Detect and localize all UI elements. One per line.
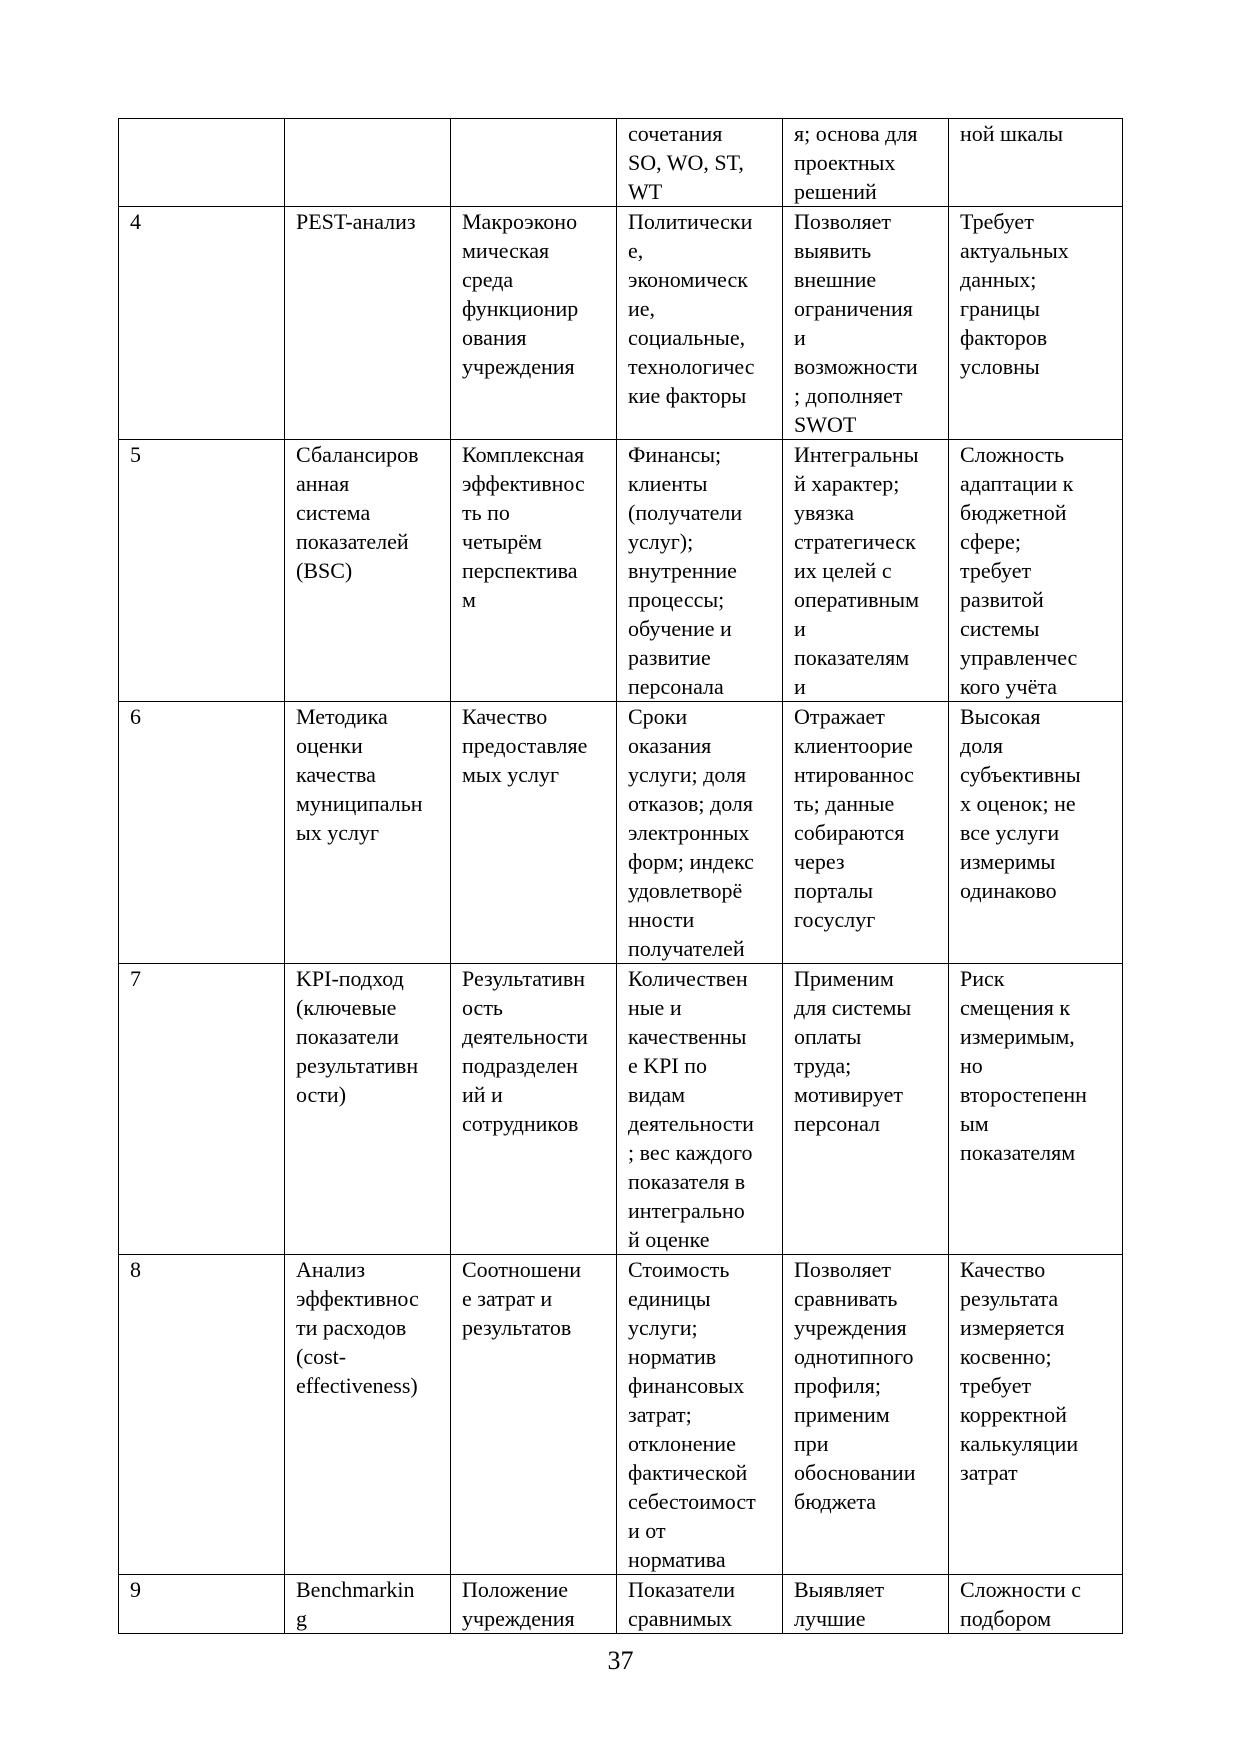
table-cell: Риск смещения к измеримым, но второстепенн ым показателям bbox=[949, 964, 1123, 1255]
table-row bbox=[119, 440, 1123, 702]
table-cell: 6 bbox=[119, 702, 285, 964]
table-row bbox=[119, 207, 1123, 440]
table-cell: Качество предоставляе мых услуг bbox=[451, 702, 617, 964]
table-cell: Соотношени е затрат и результатов bbox=[451, 1255, 617, 1575]
table-cell: Требует актуальных данных; границы факторов условны bbox=[949, 207, 1123, 440]
table-cell: я; основа для проектных решений bbox=[783, 119, 949, 207]
table-row bbox=[119, 119, 1123, 207]
table-cell bbox=[119, 119, 285, 207]
table-cell: Benchmarkin g bbox=[285, 1575, 451, 1634]
table-cell: Позволяет выявить внешние ограничения и возможности ; дополняет SWOT bbox=[783, 207, 949, 440]
table-cell: Отражает клиентоорие нтированнос ть; данные собираются через порталы госуслуг bbox=[783, 702, 949, 964]
table-cell: ной шкалы bbox=[949, 119, 1123, 207]
table-cell bbox=[451, 119, 617, 207]
table-cell: Сложность адаптации к бюджетной сфере; требует развитой системы управленчес кого учёта bbox=[949, 440, 1123, 702]
table-cell: 9 bbox=[119, 1575, 285, 1634]
table-cell bbox=[285, 119, 451, 207]
table-row bbox=[119, 1255, 1123, 1575]
table-cell: Качество результата измеряется косвенно; требует корректной калькуляции затрат bbox=[949, 1255, 1123, 1575]
table-row bbox=[119, 964, 1123, 1255]
table-cell: KPI-подход (ключевые показатели результативн ости) bbox=[285, 964, 451, 1255]
methods-table bbox=[118, 118, 1123, 1634]
table-cell: 7 bbox=[119, 964, 285, 1255]
table-cell: Количествен ные и качественны е KPI по видам деятельности ; вес каждого показателя в интегрально й оценке bbox=[617, 964, 783, 1255]
table-cell: Финансы; клиенты (получатели услуг); внутренние процессы; обучение и развитие персонала bbox=[617, 440, 783, 702]
table-cell: Анализ эффективнос ти расходов (cost- effectiveness) bbox=[285, 1255, 451, 1575]
table-cell: сочетания SO, WO, ST, WT bbox=[617, 119, 783, 207]
table-cell: Макроэконо мическая среда функционир ования учреждения bbox=[451, 207, 617, 440]
table-cell: Стоимость единицы услуги; норматив финансовых затрат; отклонение фактической себестоимост и от норматива bbox=[617, 1255, 783, 1575]
table-cell: 4 bbox=[119, 207, 285, 440]
page-number: 37 bbox=[607, 1646, 634, 1675]
table-cell: Методика оценки качества муниципальн ых услуг bbox=[285, 702, 451, 964]
table-row bbox=[119, 702, 1123, 964]
table-cell: Применим для системы оплаты труда; мотивирует персонал bbox=[783, 964, 949, 1255]
table-cell: Комплексная эффективнос ть по четырём перспектива м bbox=[451, 440, 617, 702]
table-cell: Сложности с подбором bbox=[949, 1575, 1123, 1634]
table-cell: 5 bbox=[119, 440, 285, 702]
methods-table-body bbox=[119, 119, 1123, 1634]
table-cell: Показатели сравнимых bbox=[617, 1575, 783, 1634]
table-cell: Сбалансиров анная система показателей (BSC) bbox=[285, 440, 451, 702]
table-cell: Интегральны й характер; увязка стратегическ их целей с оперативным и показателям и bbox=[783, 440, 949, 702]
table-cell: PEST-анализ bbox=[285, 207, 451, 440]
table-cell: Политически е, экономическ ие, социальные, технологичес кие факторы bbox=[617, 207, 783, 440]
table-cell: Сроки оказания услуги; доля отказов; доля электронных форм; индекс удовлетворё нности получателей bbox=[617, 702, 783, 964]
table-cell: Положение учреждения bbox=[451, 1575, 617, 1634]
table-cell: Выявляет лучшие bbox=[783, 1575, 949, 1634]
table-cell: Высокая доля субъективны х оценок; не все услуги измеримы одинаково bbox=[949, 702, 1123, 964]
table-cell: Результативн ость деятельности подразделен ий и сотрудников bbox=[451, 964, 617, 1255]
table-row bbox=[119, 1575, 1123, 1634]
table-cell: 8 bbox=[119, 1255, 285, 1575]
table-cell: Позволяет сравнивать учреждения однотипного профиля; применим при обосновании бюджета bbox=[783, 1255, 949, 1575]
